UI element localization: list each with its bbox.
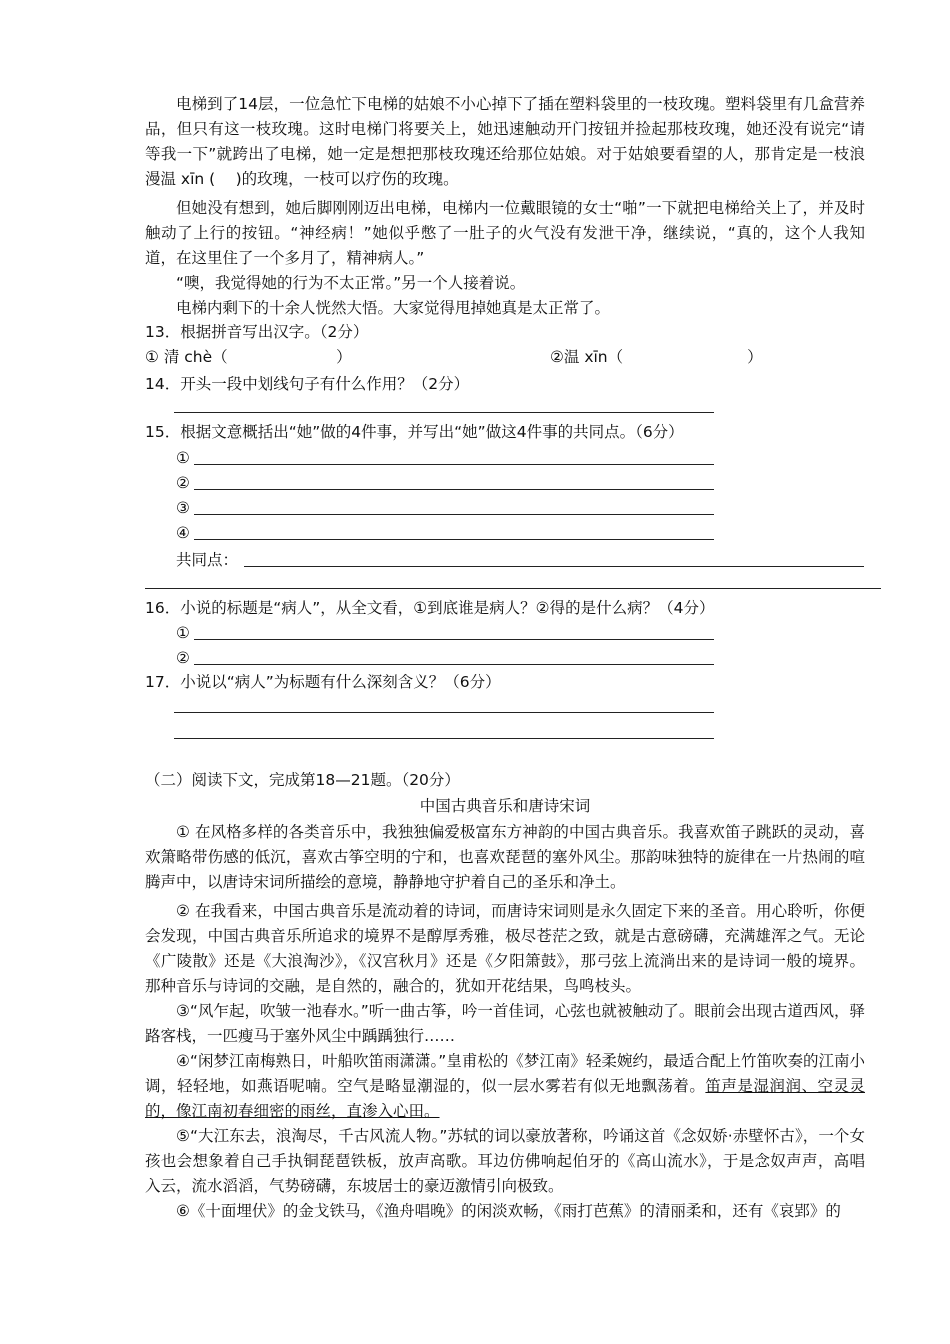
answer-line-common-1[interactable] [244, 566, 864, 567]
question-16-marker-1: ① [176, 624, 190, 642]
passage-2 [145, 820, 865, 1224]
question-16: 16．小说的标题是“病人”，从全文看，①到底谁是病人？②得的是什么病？（4分） [145, 599, 715, 617]
passage-1 [145, 92, 865, 321]
passage-1-paragraph-2: 但她没有想到，她后脚刚刚迈出电梯，电梯内一位戴眼镜的女士“啪”一下就把电梯给关上了，并及时触动了上行的按钮。“神经病！”她似乎憋了一肚子的火气没有发泄干净，继续说，“真的，这个人我知道，在这里住了一个多月了，精神病人。” [145, 199, 865, 267]
answer-line-17-1[interactable] [174, 712, 714, 713]
passage-1-paragraph-4: 电梯内剩下的十余人恍然大悟。大家觉得甩掉她真是太正常了。 [176, 299, 611, 317]
passage-2-paragraph-6: ⑥《十面埋伏》的金戈铁马，《渔舟唱晚》的闲淡欢畅，《雨打芭蕉》的清丽柔和，还有《哀郢》的 [176, 1202, 841, 1220]
answer-line-16-1[interactable] [194, 639, 714, 640]
question-15-marker-1: ① [176, 449, 190, 467]
answer-line-15-1[interactable] [194, 464, 714, 465]
question-16-marker-2: ② [176, 649, 190, 667]
question-14: 14．开头一段中划线句子有什么作用？（2分） [145, 375, 470, 393]
answer-line-15-3[interactable] [194, 514, 714, 515]
question-15-marker-2: ② [176, 474, 190, 492]
answer-line-common-2[interactable] [145, 588, 881, 589]
answer-line-14[interactable] [174, 412, 714, 413]
section-2-heading: （二）阅读下文，完成第18—21题。（20分） [145, 771, 460, 789]
passage-1-paragraph-1: 电梯到了14层，一位急忙下电梯的姑娘不小心掉下了插在塑料袋里的一枝玫瑰。塑料袋里有几盒营养品，但只有这一枝玫瑰。这时电梯门将要关上，她迅速触动开门按钮并捡起那枝玫瑰，她还没有说完“请等我一下”就跨出了电梯，她一定是想把那枝玫瑰还给那位姑娘。对于姑娘要看望的人，那肯定是一枝浪漫温 xīn ( )的玫瑰，一枝可以疗伤的玫瑰。 [145, 95, 865, 188]
passage-2-paragraph-4 [145, 1049, 865, 1124]
question-13: 13．根据拼音写出汉字。（2分） [145, 323, 369, 341]
question-13-item-1: ① 清 chè（ ） [145, 348, 352, 366]
question-15: 15．根据文意概括出“她”做的4件事，并写出“她”做这4件事的共同点。（6分） [145, 423, 684, 441]
common-point-label: 共同点： [176, 551, 239, 569]
answer-line-15-2[interactable] [194, 489, 714, 490]
passage-2-paragraph-3: ③“风乍起，吹皱一池春水。”听一曲古筝，吟一首佳词，心弦也就被触动了。眼前会出现古道西风，驿路客栈，一匹瘦马于塞外风尘中踽踽独行…… [145, 1002, 865, 1045]
question-15-marker-4: ④ [176, 524, 190, 542]
underlined-sentence: 笛声是湿润润、空灵灵的，像江南初春细密的雨丝，直渗入心田。 [145, 1077, 865, 1120]
answer-line-17-2[interactable] [174, 738, 714, 739]
passage-2-paragraph-5: ⑤“大江东去，浪淘尽，千古风流人物。”苏轼的词以豪放著称，吟诵这首《念奴娇·赤壁怀古》，一个女孩也会想象着自己手执铜琵琶铁板，放声高歌。耳边仿佛响起伯牙的《高山流水》，于是念奴声声，高唱入云，流水滔滔，气势磅礴，东坡居士的豪迈激情引向极致。 [145, 1127, 865, 1195]
passage-2-paragraph-2: ② 在我看来，中国古典音乐是流动着的诗词，而唐诗宋词则是永久固定下来的圣音。用心聆听，你便会发现，中国古典音乐所追求的境界不是醇厚秀雅，极尽苍茫之致，就是古意磅礴，充满雄浑之气。无论《广陵散》还是《大浪淘沙》，《汉宫秋月》还是《夕阳箫鼓》，那弓弦上流淌出来的是诗词一般的境界。那种音乐与诗词的交融，是自然的，融合的，犹如开花结果，鸟鸣枝头。 [145, 902, 865, 995]
question-13-item-2: ②温 xīn（ ） [550, 348, 763, 366]
passage-2-paragraph-4-text: ④“闲梦江南梅熟日，叶船吹笛雨潇潇。”皇甫松的《梦江南》轻柔婉约，最适合配上竹笛吹奏的江南小调，轻轻地，如燕语呢喃。空气是略显潮湿的，似一层水雾若有似无地飘荡着。 [145, 1052, 865, 1095]
passage-2-paragraph-1: ① 在风格多样的各类音乐中，我独独偏爱极富东方神韵的中国古典音乐。我喜欢笛子跳跃的灵动，喜欢箫略带伤感的低沉，喜欢古筝空明的宁和，也喜欢琵琶的塞外风尘。那韵味独特的旋律在一片热闹的喧腾声中，以唐诗宋词所描绘的意境，静静地守护着自己的圣乐和净土。 [145, 823, 865, 891]
passage-1-paragraph-3: “噢，我觉得她的行为不太正常。”另一个人接着说。 [176, 274, 526, 292]
section-2-title: 中国古典音乐和唐诗宋词 [419, 797, 591, 815]
question-17: 17．小说以“病人”为标题有什么深刻含义？（6分） [145, 673, 501, 691]
answer-line-16-2[interactable] [194, 664, 714, 665]
question-15-marker-3: ③ [176, 499, 190, 517]
answer-line-15-4[interactable] [194, 539, 714, 540]
